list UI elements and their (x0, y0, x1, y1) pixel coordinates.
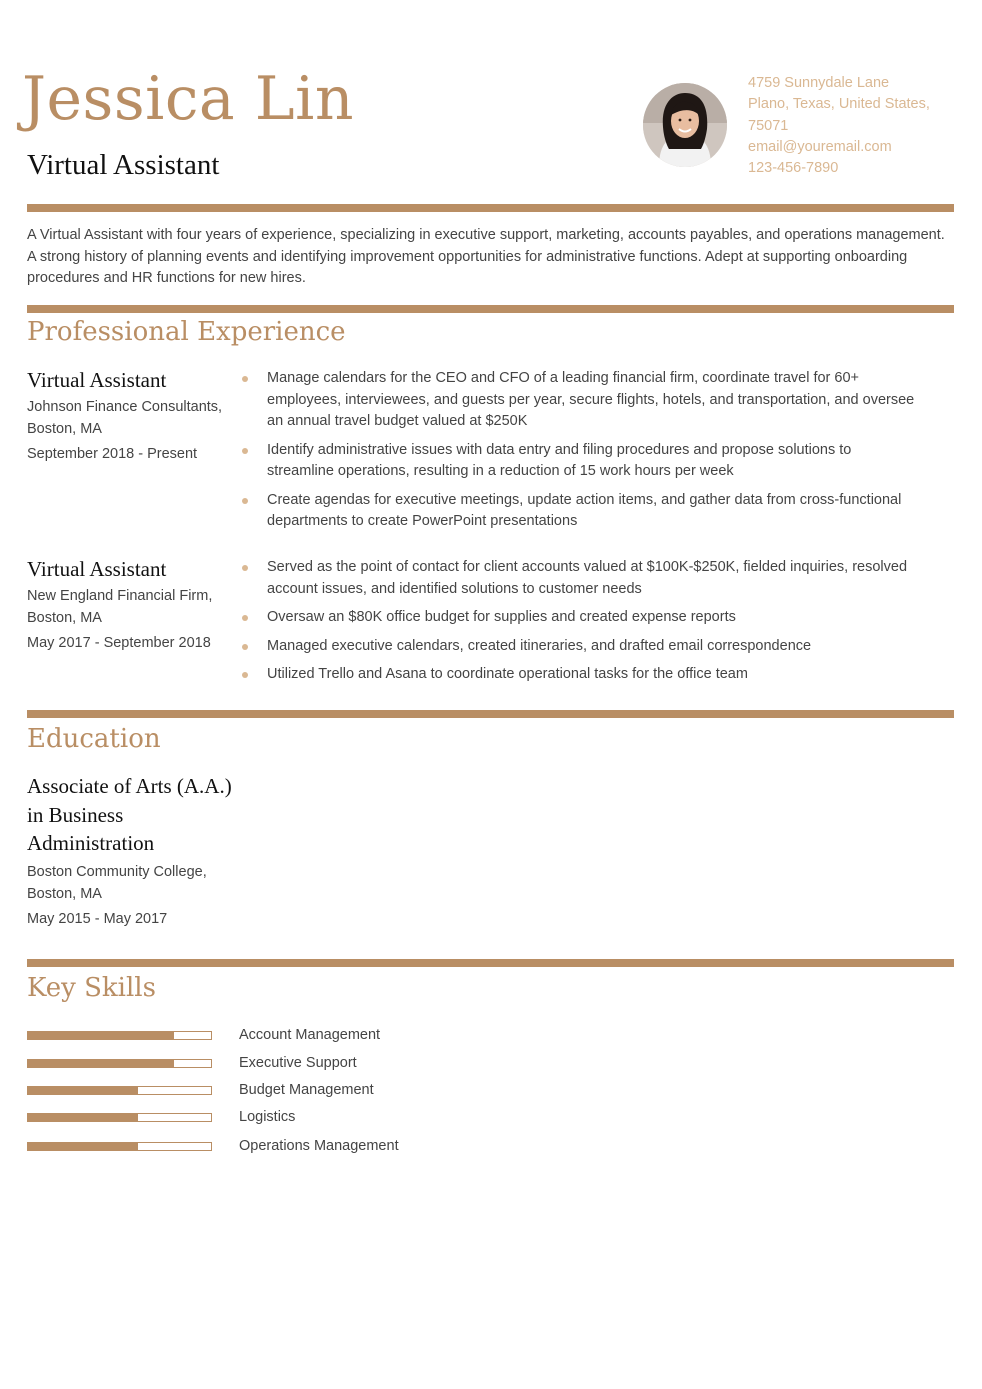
skill-row (27, 1107, 295, 1127)
list-item: Served as the point of contact for client accounts valued at $100K-$250K, fielded inquiries, resolved account issues, and identified solutions to customer needs (242, 557, 922, 600)
skills-heading: Key Skills (27, 973, 156, 1003)
job-title: Virtual Assistant (27, 557, 167, 581)
divider (27, 710, 954, 718)
job-summary (27, 557, 212, 654)
avatar (643, 83, 727, 167)
education-dates: May 2015 - May 2017 (27, 911, 168, 927)
summary-text: A Virtual Assistant with four years of experience, specializing in executive support, marketing, accounts payables, and operations management. A strong history of planning events and identifying improvement opportunities for administrative functions. Adept at supporting onboarding procedures and HR functions for new hires. (27, 227, 945, 286)
divider (27, 204, 954, 212)
candidate-name: Jessica Lin (22, 64, 354, 134)
skill-meter (27, 1113, 212, 1122)
skill-meter-fill (28, 1143, 138, 1150)
skill-row (27, 1136, 399, 1156)
address-line-1: 4759 Sunnydale Lane (748, 75, 890, 91)
skill-meter (27, 1142, 212, 1151)
job-bullets (242, 557, 922, 693)
education-location: Boston, MA (27, 886, 102, 902)
education-heading: Education (27, 724, 161, 754)
job-location: Boston, MA (27, 610, 102, 626)
email-link[interactable]: email@youremail.com (748, 138, 892, 155)
skill-meter (27, 1086, 212, 1095)
divider (27, 305, 954, 313)
phone-number: 123-456-7890 (748, 160, 839, 177)
divider (27, 959, 954, 967)
postal-code: 75071 (748, 117, 789, 134)
job-title: Virtual Assistant (27, 368, 167, 392)
contact-block (748, 73, 963, 179)
skill-meter-fill (28, 1087, 138, 1094)
education-degree: Associate of Arts (A.A.) in Business Administration (27, 774, 232, 855)
skill-label: Executive Support (239, 1055, 357, 1071)
profile-photo (643, 83, 727, 167)
skill-meter-fill (28, 1032, 174, 1039)
list-item: Managed executive calendars, created itineraries, and drafted email correspondence (242, 636, 922, 658)
skill-meter (27, 1059, 212, 1068)
address-line-2: Plano, Texas, United States, (748, 96, 930, 113)
education-details (27, 861, 207, 930)
skill-label: Logistics (239, 1109, 296, 1125)
skill-row (27, 1053, 357, 1073)
skill-meter (27, 1031, 212, 1040)
candidate-role: Virtual Assistant (27, 149, 220, 181)
list-item: Manage calendars for the CEO and CFO of a leading financial firm, coordinate travel for 60+ employees, interviewees, and guests per year, secure flights, hotels, and transportation, and oversee an annual travel budget valued at $250K (242, 368, 922, 433)
job-summary (27, 368, 222, 465)
list-item: Utilized Trello and Asana to coordinate operational tasks for the office team (242, 664, 922, 686)
job-company: New England Financial Firm, (27, 588, 213, 604)
skill-label: Budget Management (239, 1082, 374, 1098)
skill-row (27, 1025, 380, 1045)
job-bullets (242, 368, 922, 540)
skill-meter-fill (28, 1114, 138, 1121)
education-school: Boston Community College, (27, 864, 207, 880)
job-dates: September 2018 - Present (27, 446, 198, 462)
list-item: Create agendas for executive meetings, update action items, and gather data from cross-functional departments to create PowerPoint presentations (242, 490, 922, 533)
skill-label: Operations Management (239, 1138, 399, 1154)
list-item: Oversaw an $80K office budget for supplies and created expense reports (242, 607, 922, 629)
job-location: Boston, MA (27, 421, 102, 437)
skill-label: Account Management (239, 1027, 381, 1043)
job-company: Johnson Finance Consultants, (27, 399, 223, 415)
skill-meter-fill (28, 1060, 174, 1067)
list-item: Identify administrative issues with data entry and filing procedures and propose solutions to streamline operations, resulting in a reduction of 15 work hours per week (242, 440, 922, 483)
job-dates: May 2017 - September 2018 (27, 635, 211, 651)
skill-row (27, 1080, 374, 1100)
experience-heading: Professional Experience (27, 317, 346, 347)
